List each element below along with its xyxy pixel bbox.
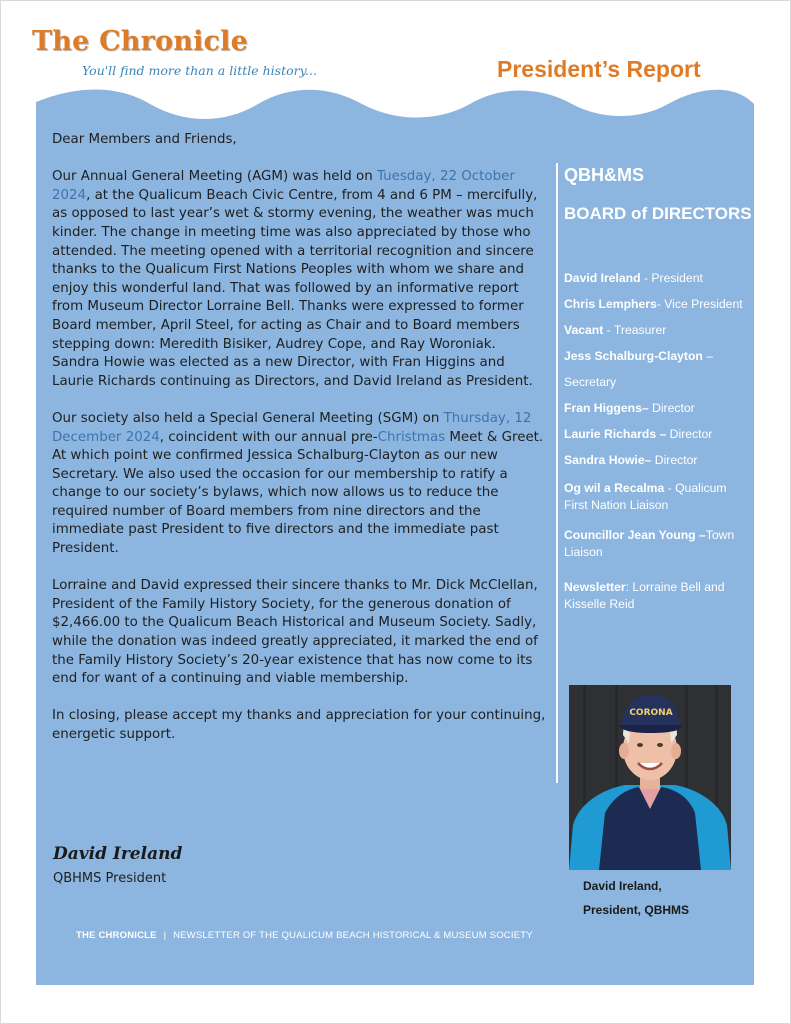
letter-paragraph-closing: In closing, please accept my thanks and appreciation for your continuing, energetic support. bbox=[52, 708, 546, 742]
newsletter-footer bbox=[76, 930, 533, 941]
letter-paragraph-donation: Lorraine and David expressed their sincere thanks to Mr. Dick McClellan, President of the Family History Society, for the generous donation of $2,466.00 to the Qualicum Beach Historical and Museum Society. Sadly, while the donation was indeed greatly appreciated, it marked the end of the Family History Society’s 20-year existence that has now come to its end for want of a continuing and viable membership. bbox=[52, 578, 538, 687]
board-member bbox=[564, 291, 744, 317]
member-name: David Ireland bbox=[564, 271, 641, 285]
president-photo bbox=[569, 685, 731, 870]
member-role: Director bbox=[666, 427, 713, 441]
board-member bbox=[564, 317, 744, 343]
member-role: - Vice President bbox=[656, 297, 743, 311]
board-org-name: QBH&MS bbox=[564, 165, 644, 185]
board-member bbox=[564, 447, 744, 473]
masthead-title: The Chronicle bbox=[32, 26, 249, 57]
text-run: Our society also held a Special General Meeting (SGM) on bbox=[52, 410, 444, 426]
member-name: Newsletter bbox=[564, 580, 626, 594]
member-role: : Lorraine Bell and Kisselle Reid bbox=[564, 580, 725, 611]
board-member bbox=[564, 343, 744, 395]
text-run: Meet & Greet. At which point we confirmed Jessica Schalburg-Clayton as our new Secretary. We also used the occasion for our membership to ratify a change to our society’s bylaws, which now allows us to reduce the required number of Board members from nine directors and the immediate past President to five directors and the immediate past President. bbox=[52, 429, 544, 557]
agm-date: Tuesday, 22 October 2024 bbox=[52, 169, 515, 203]
board-member bbox=[564, 527, 744, 561]
member-name: Laurie Richards – bbox=[564, 427, 667, 441]
board-member bbox=[564, 421, 744, 447]
section-title: President’s Report bbox=[497, 56, 701, 82]
text-run: , coincident with our annual pre- bbox=[159, 429, 378, 445]
footer-brand: THE CHRONICLE bbox=[76, 930, 157, 941]
member-name: Og wil a Recalma bbox=[564, 481, 665, 495]
board-member-list bbox=[564, 265, 744, 613]
signature-title: QBHMS President bbox=[53, 871, 167, 886]
president-portrait bbox=[569, 685, 731, 870]
letter-body bbox=[52, 131, 546, 763]
member-name: Vacant bbox=[564, 323, 604, 337]
letter-greeting: Dear Members and Friends, bbox=[52, 132, 237, 147]
text-run: , at the Qualicum Beach Civic Centre, from 4 and 6 PM – mercifully, as opposed to last year’s wet & stormy evening, the weather was much kinder. The change in meeting time was also appreciated by those who attended. The meeting opened with a territorial recognition and sincere thanks to the Qualicum First Nations Peoples with whom we share and enjoy this wonderful land. That was followed by an informative report from Museum Director Lorraine Bell. Thanks were expressed to former Board member, April Steel, for acting as Chair and to Board members stepping down: Meredith Bisiker, Audrey Cope, and Ray Woroniak. Sandra Howie was elected as a new Director, with Fran Higgins and Laurie Richards continuing as Directors, and David Ireland as President. bbox=[52, 187, 538, 389]
board-member bbox=[564, 265, 744, 291]
member-role: Town Liaison bbox=[564, 528, 735, 559]
footer-separator: | bbox=[163, 930, 167, 941]
board-member bbox=[564, 395, 744, 421]
member-role: – Secretary bbox=[564, 349, 714, 389]
letter-paragraph-sgm bbox=[52, 410, 546, 559]
signature: David Ireland bbox=[53, 844, 183, 864]
board-member bbox=[564, 480, 744, 514]
masthead-tagline: You'll find more than a little history... bbox=[82, 63, 317, 78]
member-name: Jess Schalburg-Clayton bbox=[564, 349, 703, 363]
sidebar-divider bbox=[556, 163, 558, 783]
board-member bbox=[564, 579, 744, 613]
member-name: Councillor Jean Young – bbox=[564, 528, 706, 542]
letter-paragraph-agm bbox=[52, 168, 546, 391]
member-role: Director bbox=[648, 401, 695, 415]
footer-text: NEWSLETTER OF THE QUALICUM BEACH HISTORICAL & MUSEUM SOCIETY bbox=[173, 930, 533, 941]
board-heading: BOARD of DIRECTORS bbox=[564, 204, 752, 223]
member-name: Sandra Howie– bbox=[564, 453, 652, 467]
cap-logo-text: CORONA bbox=[629, 708, 673, 718]
photo-caption-name: David Ireland, bbox=[583, 879, 662, 893]
member-role: - Treasurer bbox=[603, 323, 667, 337]
member-role: Director bbox=[651, 453, 698, 467]
member-name: Fran Higgens– bbox=[564, 401, 649, 415]
member-role: - Qualicum First Nation Liaison bbox=[564, 481, 727, 512]
photo-caption-title: President, QBHMS bbox=[583, 903, 690, 917]
photo-caption bbox=[583, 874, 689, 922]
christmas-word: Christmas bbox=[377, 429, 446, 445]
member-role: - President bbox=[640, 271, 703, 285]
member-name: Chris Lemphers bbox=[564, 297, 657, 311]
sgm-date: Thursday, 12 December 2024 bbox=[52, 410, 532, 445]
text-run: Our Annual General Meeting (AGM) was held on bbox=[52, 169, 377, 185]
